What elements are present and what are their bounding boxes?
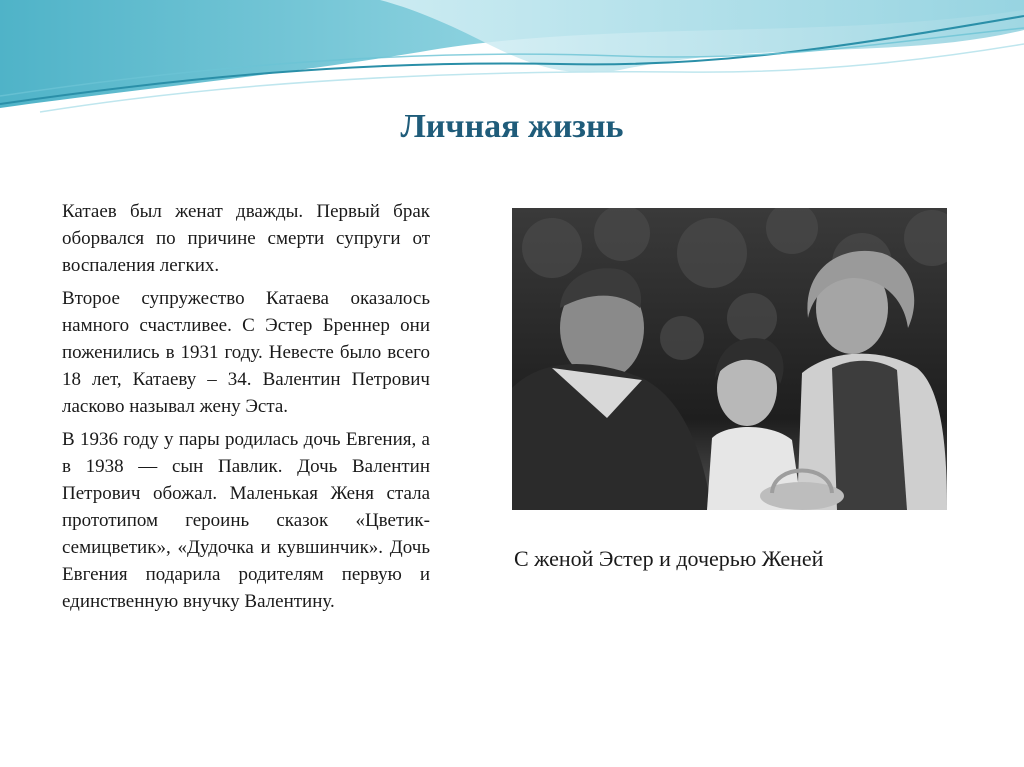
page-title: Личная жизнь [400, 108, 624, 145]
body-text [62, 198, 430, 621]
paragraph-children: В 1936 году у пары родилась дочь Евгения, а в 1938 — сын Павлик. Дочь Валентин Петрович обожал. Маленькая Женя стала прототипом героинь сказок «Цветик-семицветик», «Дудочка и кувшинчик». Дочь Евгения подарила родителям первую и единственную внучку Валентину. [62, 429, 430, 612]
paragraph-first-marriage: Катаев был женат дважды. Первый брак оборвался по причине смерти супруги от воспаления легких. [62, 201, 430, 276]
family-photo [512, 208, 947, 510]
photo-caption: С женой Эстер и дочерью Женей [514, 546, 824, 571]
paragraph-second-marriage: Второе супружество Катаева оказалось намного счастливее. С Эстер Бреннер они поженились в 1931 году. Невесте было всего 18 лет, Катаеву – 34. Валентин Петрович ласково называл жену Эста. [62, 288, 430, 417]
decorative-waves [0, 0, 1024, 120]
family-photo-image [512, 208, 947, 510]
